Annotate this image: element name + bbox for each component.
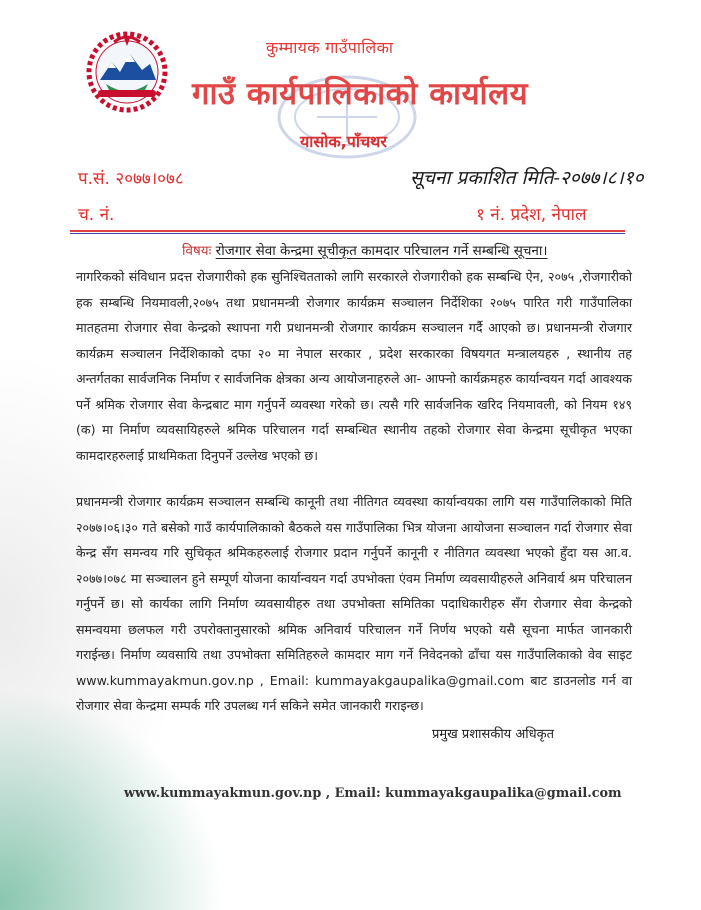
header-divider-red	[70, 230, 625, 232]
subject-line	[182, 241, 548, 259]
subject-text: रोजगार सेवा केन्द्रमा सूचीकृत कामदार परिचालन गर्ने सम्बन्धि सूचना।	[215, 243, 548, 259]
subject-label: विषयः	[182, 243, 212, 259]
signatory-title: प्रमुख प्रशासकीय अधिकृत	[432, 727, 555, 742]
footer-contact: www.kummayakmun.gov.np , Email: kummayakgaupalika@gmail.com	[124, 786, 622, 801]
nepal-government-emblem-icon	[84, 28, 170, 114]
reference-number: प.सं. २०७७।०७८	[78, 169, 184, 189]
body-paragraph-1: नागरिकको संविधान प्रदत्त रोजगारीको हक सुनिश्चितताको लागि सरकारले रोजगारीको हक सम्बन्धि ऐन, २०७५ ,रोजगारीको हक सम्बन्धि नियमावली,२०७५ तथा प्रधानमन्त्री रोजगार कार्यक्रम सञ्चालन निर्देशिका २०७५ पारित गरी गाउँपालिका मातहतमा रोजगार सेवा केन्द्रको स्थापना गरी प्रधानमन्त्री रोजगार कार्यक्रम सञ्चालन गर्दै आएको छ। प्रधानमन्त्री रोजगार कार्यक्रम सञ्चालन निर्देशिकाको दफा २० मा नेपाल सरकार , प्रदेश सरकारका विषयगत मन्त्रालयहरु , स्थानीय तह अन्तर्गतका सार्वजनिक निर्माण र सार्वजनिक क्षेत्रका अन्य आयोजनाहरुले आ- आफ्नो कार्यक्रमहरु कार्यान्वयन गर्दा आवश्यक पर्ने श्रमिक रोजगार सेवा केन्द्रबाट माग गर्नुपर्ने व्यवस्था गरेको छ। त्यसै गरि सार्वजनिक खरिद नियमावली, को नियम १४९ (क) मा निर्माण व्यवसायिहरुले श्रमिक परिचालन गर्दा सम्बन्धित स्थानीय तहको रोजगार सेवा केन्द्रमा सूचीकृत भएका कामदारहरुलाई प्राथमिकता दिनुपर्ने उल्लेख भएको छ।	[76, 269, 632, 463]
dispatch-number: च. नं.	[78, 205, 115, 225]
handwritten-publish-date: सूचना प्रकाशित मिति-२०७७।८।१०	[410, 167, 644, 189]
province-label: १ नं. प्रदेश, नेपाल	[476, 205, 587, 225]
office-location: यासोक,पाँचथर	[300, 132, 387, 151]
municipality-name: कुम्मायक गाउँपालिका	[266, 38, 394, 57]
body-paragraph-2: प्रधानमन्त्री रोजगार कार्यक्रम सञ्चालन सम्बन्धि कानूनी तथा नीतिगत व्यवस्था कार्यान्वयका लागि यस गाउँपालिकाको मिति २०७७।०६।३० गते बसेको गाउँ कार्यपालिकाको बैठकले यस गाउँपालिका भित्र योजना आयोजना सञ्चालन गर्दा रोजगार सेवा केन्द्र सँग समन्वय गरि सुचिकृत श्रमिकहरुलाई रोजगार प्रदान गर्नुपर्ने कानूनी र नीतिगत व्यवस्था भएको हुँदा यस आ.व. २०७७।०७८ मा सञ्चालन हुने सम्पूर्ण योजना कार्यान्वयन गर्दा उपभोक्ता एंवम निर्माण व्यवसायीहरुले अनिवार्य श्रम परिचालन गर्नुपर्ने छ। सो कार्यका लागि निर्माण व्यवसायीहरु तथा उपभोक्ता समितिका पदाधिकारीहरु सँग रोजगार सेवा केन्द्रको समन्वयमा छलफल गरी उपरोक्तानुसारको श्रमिक अनिवार्य परिचालन गर्ने निर्णय भएको यसै सूचना मार्फत जानकारी गराईन्छ। निर्माण व्यवसायि तथा उपभोक्ता समितिहरुले कामदार माग गर्ने निवेदनको ढाँचा यस गाउँपालिकाको वेव साइट www.kummayakmun.gov.np , Email: kummayakgaupalika@gmail.com बाट डाउनलोड गर्न वा रोजगार सेवा केन्द्रमा सम्पर्क गरि उपलब्ध गर्न सकिने समेत जानकारी गराइन्छ।	[76, 494, 632, 713]
header-divider-blue	[70, 233, 625, 234]
office-title: गाउँ कार्यपालिकाको कार्यालय	[192, 76, 529, 112]
